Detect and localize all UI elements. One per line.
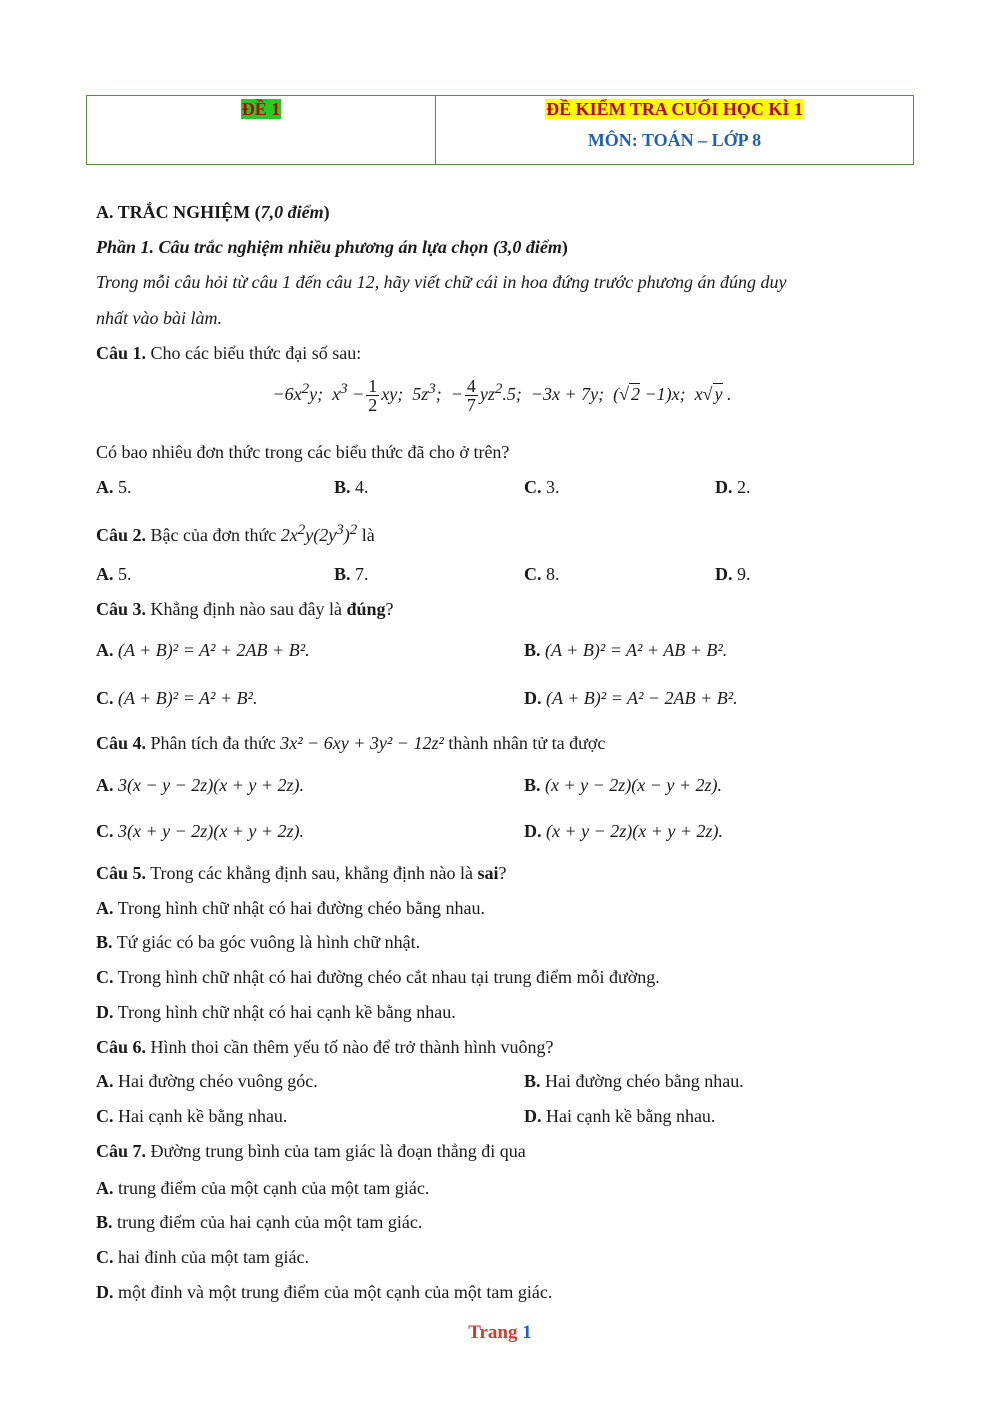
part1-instruction-cont: nhất vào bài làm. [96,308,222,328]
q3-option-c[interactable]: C. (A + B)² = A² + B². [96,688,258,708]
exam-code: ĐỀ 1 [241,99,281,119]
q5-option-a[interactable]: A. Trong hình chữ nhật có hai đường chéo bằng nhau. [96,898,485,918]
q2-option-b[interactable]: B. 7. [334,564,369,584]
question-1: Câu 1. Cho các biểu thức đại số sau: [96,343,362,363]
question-1-expressions: $-6x^2y$; $x^3$ − $\frac{1}{2}$ xy; $5z^3$; − $\frac{4}{7}$ $yz^2.5$; −3x + 7y; (√ 2 −1)x; x√ y . [272,376,732,416]
question-3: Câu 3. Khẳng định nào sau đây là đúng? [96,599,394,619]
q4-option-c[interactable]: C. 3(x + y − 2z)(x + y + 2z). [96,821,305,841]
q1-option-c[interactable]: C. 3. [524,477,560,497]
q4-option-b[interactable]: B. (x + y − 2z)(x − y + 2z). [524,775,723,795]
q7-option-a[interactable]: A. trung điểm của một cạnh của một tam giác. [96,1178,430,1198]
question-2: Câu 2. Bậc của đơn thức $2x^2y(2y^3)^2$ là [96,522,375,545]
q7-option-d[interactable]: D. một đỉnh và một trung điểm của một cạnh của một tam giác. [96,1282,553,1302]
q1-option-d[interactable]: D. 2. [715,477,751,497]
question-4: Câu 4. Phân tích đa thức 3x² − 6xy + 3y² − 12z² thành nhân tử ta được [96,733,606,753]
q3-option-a[interactable]: A. (A + B)² = A² + 2AB + B². [96,640,310,660]
q5-option-c[interactable]: C. Trong hình chữ nhật có hai đường chéo cắt nhau tại trung điểm mỗi đường. [96,967,660,987]
section-a-title: A. TRẮC NGHIỆM (7,0 điểm) [96,202,330,222]
q3-option-d[interactable]: D. (A + B)² = A² − 2AB + B². [524,688,738,708]
q2-option-c[interactable]: C. 8. [524,564,560,584]
q6-option-b[interactable]: B. Hai đường chéo bằng nhau. [524,1071,744,1091]
q1-option-b[interactable]: B. 4. [334,477,369,497]
q2-option-d[interactable]: D. 9. [715,564,751,584]
part1-title: Phần 1. Câu trắc nghiệm nhiều phương án lựa chọn (3,0 điểm) [96,237,568,257]
q4-option-a[interactable]: A. 3(x − y − 2z)(x + y + 2z). [96,775,305,795]
q3-option-b[interactable]: B. (A + B)² = A² + AB + B². [524,640,728,660]
q1-option-a[interactable]: A. 5. [96,477,132,497]
q6-option-d[interactable]: D. Hai cạnh kề bằng nhau. [524,1106,716,1126]
question-6: Câu 6. Hình thoi cần thêm yếu tố nào để trở thành hình vuông? [96,1037,554,1057]
q2-option-a[interactable]: A. 5. [96,564,132,584]
page-label: Trang [468,1322,518,1343]
page-footer [0,1322,1000,1344]
q5-option-b[interactable]: B. Tứ giác có ba góc vuông là hình chữ nhật. [96,932,421,952]
page-number: 1 [522,1322,532,1343]
exam-title: ĐỀ KIỂM TRA CUỐI HỌC KÌ 1 [546,99,803,119]
q6-option-c[interactable]: C. Hai cạnh kề bằng nhau. [96,1106,288,1126]
exam-code-cell [87,96,436,164]
exam-subject: MÔN: TOÁN – LỚP 8 [587,130,762,150]
exam-title-cell [436,96,913,164]
question-5: Câu 5. Trong các khẳng định sau, khẳng định nào là sai? [96,863,507,883]
exam-header-table [86,95,914,165]
q7-option-c[interactable]: C. hai đỉnh của một tam giác. [96,1247,309,1267]
q6-option-a[interactable]: A. Hai đường chéo vuông góc. [96,1071,318,1091]
question-1-followup: Có bao nhiêu đơn thức trong các biểu thức đã cho ở trên? [96,442,510,462]
q7-option-b[interactable]: B. trung điểm của hai cạnh của một tam giác. [96,1212,423,1232]
q4-option-d[interactable]: D. (x + y − 2z)(x + y + 2z). [524,821,724,841]
part1-instruction: Trong mỗi câu hỏi từ câu 1 đến câu 12, hãy viết chữ cái in hoa đứng trước phương án đúng duy [96,272,787,292]
q5-option-d[interactable]: D. Trong hình chữ nhật có hai cạnh kề bằng nhau. [96,1002,456,1022]
question-7: Câu 7. Đường trung bình của tam giác là đoạn thẳng đi qua [96,1141,526,1161]
